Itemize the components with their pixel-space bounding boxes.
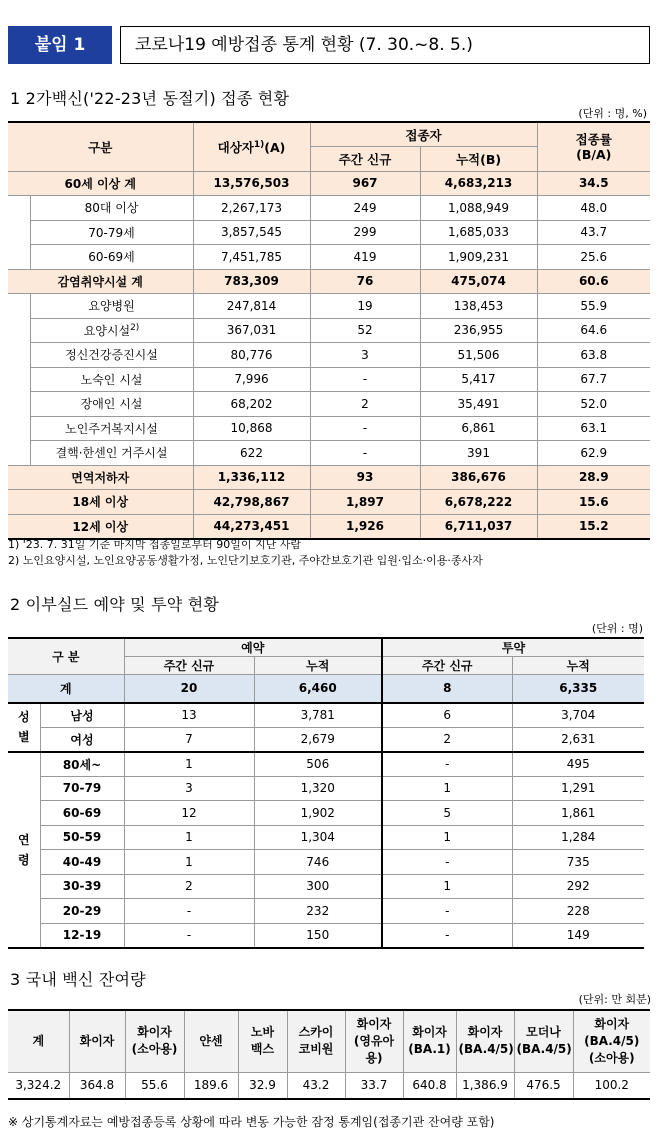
cell-weekly: 76	[310, 269, 420, 294]
table-row	[8, 727, 644, 752]
cell-d-cum: 1,284	[512, 825, 644, 850]
cell-rate: 25.6	[537, 245, 650, 270]
col-vaccine: 화이자 (소아용)	[125, 1010, 184, 1072]
indent-cell	[8, 220, 30, 245]
row-label-text: 70-79세	[88, 225, 135, 240]
col-vaccine: 계	[8, 1010, 69, 1072]
row-label	[30, 294, 193, 319]
cell-target: 783,309	[193, 269, 310, 294]
cell-target: 622	[193, 441, 310, 466]
table-row	[8, 801, 644, 826]
cell-r-cum: 1,902	[254, 801, 382, 826]
cell-d-cum: 495	[512, 752, 644, 777]
bivalent-vaccination-table	[8, 121, 650, 540]
total-r-cum: 6,460	[254, 675, 382, 703]
cell-cum: 6,678,222	[420, 490, 537, 515]
row-label	[30, 392, 193, 417]
section-3-title: 3 국내 백신 잔여량	[10, 970, 146, 989]
cell-cum: 1,685,033	[420, 220, 537, 245]
table-row	[8, 367, 650, 392]
cell-weekly: 19	[310, 294, 420, 319]
cell-cum: 236,955	[420, 318, 537, 343]
col-vaccine: 스카이 코비원	[287, 1010, 345, 1072]
cell-rate: 63.8	[537, 343, 650, 368]
cell-cum: 51,506	[420, 343, 537, 368]
cell-target: 367,031	[193, 318, 310, 343]
table-row	[8, 899, 644, 924]
col-dosing-cum: 누적	[512, 657, 644, 675]
row-label-text: 감염취약시설 계	[57, 274, 143, 289]
col-vaccine: 모더나 (BA.4/5)	[514, 1010, 573, 1072]
cell-d-weekly: 1	[382, 874, 512, 899]
row-label-text: 요양병원	[88, 299, 135, 314]
cell-target: 13,576,503	[193, 171, 310, 196]
cell-d-weekly: 6	[382, 703, 512, 728]
vaccine-inventory-table	[8, 1009, 650, 1100]
col-vaccine: 화이자 (BA.4/5)	[456, 1010, 514, 1072]
row-label: 남성	[40, 703, 124, 728]
cell-cum: 5,417	[420, 367, 537, 392]
cell-r-weekly: 7	[124, 727, 254, 752]
col-vaccine: 노바 백스	[238, 1010, 287, 1072]
sex-group-label: 성 별	[8, 703, 40, 752]
row-label-text: 80대 이상	[84, 201, 139, 216]
cell-rate: 28.9	[537, 465, 650, 490]
cell-rate: 43.7	[537, 220, 650, 245]
cell-r-cum: 300	[254, 874, 382, 899]
cell-target: 3,857,545	[193, 220, 310, 245]
row-label-text: 18세 이상	[72, 495, 129, 510]
cell-rate: 15.6	[537, 490, 650, 515]
cell-weekly: 249	[310, 196, 420, 221]
row-label-sup: 2)	[130, 322, 140, 333]
cell-target: 80,776	[193, 343, 310, 368]
table-row	[8, 850, 644, 875]
cell-d-weekly: 5	[382, 801, 512, 826]
cell-cum: 475,074	[420, 269, 537, 294]
cell-remaining: 640.8	[403, 1072, 456, 1099]
col-weekly: 주간 신규	[310, 147, 420, 172]
table-row	[8, 441, 650, 466]
cell-d-weekly: 2	[382, 727, 512, 752]
cell-weekly: 299	[310, 220, 420, 245]
total-d-cum: 6,335	[512, 675, 644, 703]
table-row	[8, 752, 644, 777]
cell-rate: 34.5	[537, 171, 650, 196]
page-header	[8, 26, 656, 64]
cell-r-weekly: 1	[124, 825, 254, 850]
cell-d-weekly: -	[382, 923, 512, 948]
indent-cell	[8, 343, 30, 368]
cell-remaining: 1,386.9	[456, 1072, 514, 1099]
cell-cum: 35,491	[420, 392, 537, 417]
indent-cell	[8, 392, 30, 417]
row-label-text: 결핵·한센인 거주시설	[55, 446, 168, 461]
table-row	[8, 318, 650, 343]
note-2: 2) 노인요양시설, 노인요양공동생활가정, 노인단기보호기관, 주야간보호기관 입원·입소·이용·종사자	[8, 554, 483, 567]
cell-weekly: 3	[310, 343, 420, 368]
cell-remaining: 3,324.2	[8, 1072, 69, 1099]
section-1-title: 1 2가백신('22-23년 동절기) 접종 현황	[10, 89, 290, 108]
cell-d-weekly: 1	[382, 776, 512, 801]
cell-rate: 67.7	[537, 367, 650, 392]
cell-weekly: 2	[310, 392, 420, 417]
cell-rate: 55.9	[537, 294, 650, 319]
table-row	[8, 490, 650, 515]
cell-d-cum: 1,291	[512, 776, 644, 801]
cell-cum: 1,088,949	[420, 196, 537, 221]
indent-cell	[8, 367, 30, 392]
row-label-text: 노인주거복지시설	[65, 421, 158, 436]
cell-r-weekly: -	[124, 923, 254, 948]
cell-d-weekly: 1	[382, 825, 512, 850]
table-row	[8, 171, 650, 196]
cell-target: 7,451,785	[193, 245, 310, 270]
cell-r-cum: 3,781	[254, 703, 382, 728]
table-row	[8, 703, 644, 728]
cell-r-weekly: 12	[124, 801, 254, 826]
row-label	[30, 318, 193, 343]
cell-r-cum: 1,304	[254, 825, 382, 850]
cell-d-cum: 228	[512, 899, 644, 924]
table-row	[8, 245, 650, 270]
col-reservation-weekly: 주간 신규	[124, 657, 254, 675]
col-cumulative: 누적(B)	[420, 147, 537, 172]
cell-target: 68,202	[193, 392, 310, 417]
row-label-text: 요양시설	[83, 323, 131, 338]
cell-d-cum: 292	[512, 874, 644, 899]
cell-target: 7,996	[193, 367, 310, 392]
cell-target: 2,267,173	[193, 196, 310, 221]
col-vaccine: 화이자	[69, 1010, 125, 1072]
col-dosing: 투약	[382, 638, 644, 657]
total-r-weekly: 20	[124, 675, 254, 703]
cell-r-weekly: 13	[124, 703, 254, 728]
row-label	[30, 441, 193, 466]
cell-cum: 386,676	[420, 465, 537, 490]
total-row	[8, 675, 644, 703]
cell-remaining: 364.8	[69, 1072, 125, 1099]
indent-cell	[8, 441, 30, 466]
row-label: 40-49	[40, 850, 124, 875]
row-label	[30, 343, 193, 368]
table-row	[8, 514, 650, 539]
table-row	[8, 220, 650, 245]
col-target-sup: 1)	[253, 139, 265, 150]
cell-rate: 60.6	[537, 269, 650, 294]
row-label: 60-69	[40, 801, 124, 826]
attachment-tag: 붙임 1	[8, 26, 112, 64]
col-dosing-weekly: 주간 신규	[382, 657, 512, 675]
cell-weekly: 1,897	[310, 490, 420, 515]
age-group-label: 연 령	[8, 752, 40, 948]
section-2-title: 2 이부실드 예약 및 투약 현황	[10, 595, 220, 614]
section-3-unit: (단위: 만 회분)	[578, 993, 651, 1006]
row-label-text: 12세 이상	[72, 519, 129, 534]
indent-cell	[8, 294, 30, 319]
cell-cum: 4,683,213	[420, 171, 537, 196]
cell-rate: 62.9	[537, 441, 650, 466]
cell-weekly: 93	[310, 465, 420, 490]
cell-cum: 391	[420, 441, 537, 466]
indent-cell	[8, 196, 30, 221]
row-label	[8, 269, 193, 294]
table-row	[8, 269, 650, 294]
cell-rate: 48.0	[537, 196, 650, 221]
row-label-text: 60세 이상 계	[64, 176, 136, 191]
cell-remaining: 476.5	[514, 1072, 573, 1099]
cell-weekly: 419	[310, 245, 420, 270]
col-target-suffix: (A)	[264, 139, 286, 155]
table-row	[8, 196, 650, 221]
page-title: 코로나19 예방접종 통계 현황 (7. 30.~8. 5.)	[120, 26, 650, 64]
row-label: 12-19	[40, 923, 124, 948]
cell-r-cum: 2,679	[254, 727, 382, 752]
col-target	[193, 122, 310, 171]
cell-d-cum: 149	[512, 923, 644, 948]
row-label	[8, 465, 193, 490]
total-label: 계	[8, 675, 124, 703]
cell-weekly: 967	[310, 171, 420, 196]
col-target-label: 대상자	[217, 139, 254, 155]
cell-d-cum: 1,861	[512, 801, 644, 826]
table-row	[8, 343, 650, 368]
cell-target: 247,814	[193, 294, 310, 319]
cell-d-cum: 2,631	[512, 727, 644, 752]
cell-d-cum: 735	[512, 850, 644, 875]
cell-weekly: 1,926	[310, 514, 420, 539]
row-label: 80세~	[40, 752, 124, 777]
cell-weekly: 52	[310, 318, 420, 343]
row-label-text: 노숙인 시설	[80, 372, 143, 387]
footnote: ※ 상기통계자료는 예방접종등록 상황에 따라 변동 가능한 잠정 통계임(접종기관 잔여량 포함)	[8, 1115, 495, 1129]
cell-d-weekly: -	[382, 850, 512, 875]
table-row	[8, 294, 650, 319]
cell-d-cum: 3,704	[512, 703, 644, 728]
cell-remaining: 55.6	[125, 1072, 184, 1099]
total-d-weekly: 8	[382, 675, 512, 703]
cell-weekly: -	[310, 441, 420, 466]
cell-remaining: 43.2	[287, 1072, 345, 1099]
col-reservation-cum: 누적	[254, 657, 382, 675]
cell-remaining: 32.9	[238, 1072, 287, 1099]
cell-target: 1,336,112	[193, 465, 310, 490]
col-vaccinated: 접종자	[310, 122, 537, 147]
row-label: 여성	[40, 727, 124, 752]
row-label-text: 장애인 시설	[80, 397, 143, 412]
row-label: 70-79	[40, 776, 124, 801]
evusheld-table	[8, 637, 644, 949]
cell-cum: 1,909,231	[420, 245, 537, 270]
table-row	[8, 392, 650, 417]
cell-weekly: -	[310, 367, 420, 392]
col-vaccine: 화이자 (BA.4/5) (소아용)	[573, 1010, 650, 1072]
cell-r-weekly: 1	[124, 850, 254, 875]
note-1: 1) '23. 7. 31일 기준 마지막 접종일로부터 90일이 지난 사람	[8, 538, 302, 551]
cell-target: 42,798,867	[193, 490, 310, 515]
table-row	[8, 776, 644, 801]
row-label	[8, 171, 193, 196]
table-row	[8, 825, 644, 850]
cell-remaining: 100.2	[573, 1072, 650, 1099]
col-reservation: 예약	[124, 638, 382, 657]
cell-r-weekly: 1	[124, 752, 254, 777]
row-label	[30, 416, 193, 441]
col-vaccine: 화이자 (BA.1)	[403, 1010, 456, 1072]
col-vaccine: 얀센	[184, 1010, 238, 1072]
col-group: 구 분	[8, 638, 124, 675]
cell-r-cum: 1,320	[254, 776, 382, 801]
cell-r-cum: 506	[254, 752, 382, 777]
cell-remaining: 33.7	[345, 1072, 403, 1099]
row-label-text: 정신건강증진시설	[65, 348, 158, 363]
indent-cell	[8, 416, 30, 441]
section-1-unit: (단위 : 명, %)	[578, 107, 647, 120]
col-vaccine: 화이자 (영유아용)	[345, 1010, 403, 1072]
cell-cum: 138,453	[420, 294, 537, 319]
cell-rate: 52.0	[537, 392, 650, 417]
row-label-text: 60-69세	[88, 250, 135, 265]
table-row	[8, 416, 650, 441]
row-label	[8, 514, 193, 539]
cell-cum: 6,861	[420, 416, 537, 441]
row-label	[8, 490, 193, 515]
cell-rate: 64.6	[537, 318, 650, 343]
cell-weekly: -	[310, 416, 420, 441]
cell-rate: 15.2	[537, 514, 650, 539]
indent-cell	[8, 318, 30, 343]
section-2-unit: (단위 : 명)	[591, 622, 643, 635]
row-label	[30, 196, 193, 221]
col-group: 구분	[8, 122, 193, 171]
cell-target: 44,273,451	[193, 514, 310, 539]
cell-r-cum: 746	[254, 850, 382, 875]
cell-d-weekly: -	[382, 752, 512, 777]
table-row	[8, 465, 650, 490]
cell-d-weekly: -	[382, 899, 512, 924]
cell-cum: 6,711,037	[420, 514, 537, 539]
section-1-notes	[8, 537, 483, 569]
col-rate: 접종률 (B/A)	[537, 122, 650, 171]
cell-r-weekly: -	[124, 899, 254, 924]
row-label: 50-59	[40, 825, 124, 850]
cell-remaining: 189.6	[184, 1072, 238, 1099]
indent-cell	[8, 245, 30, 270]
row-label	[30, 220, 193, 245]
table-row	[8, 923, 644, 948]
cell-r-cum: 150	[254, 923, 382, 948]
row-label-text: 면역저하자	[71, 470, 130, 485]
row-label	[30, 367, 193, 392]
table-row	[8, 874, 644, 899]
cell-r-cum: 232	[254, 899, 382, 924]
cell-r-weekly: 3	[124, 776, 254, 801]
row-label: 20-29	[40, 899, 124, 924]
row-label	[30, 245, 193, 270]
cell-r-weekly: 2	[124, 874, 254, 899]
row-label: 30-39	[40, 874, 124, 899]
cell-rate: 63.1	[537, 416, 650, 441]
cell-target: 10,868	[193, 416, 310, 441]
